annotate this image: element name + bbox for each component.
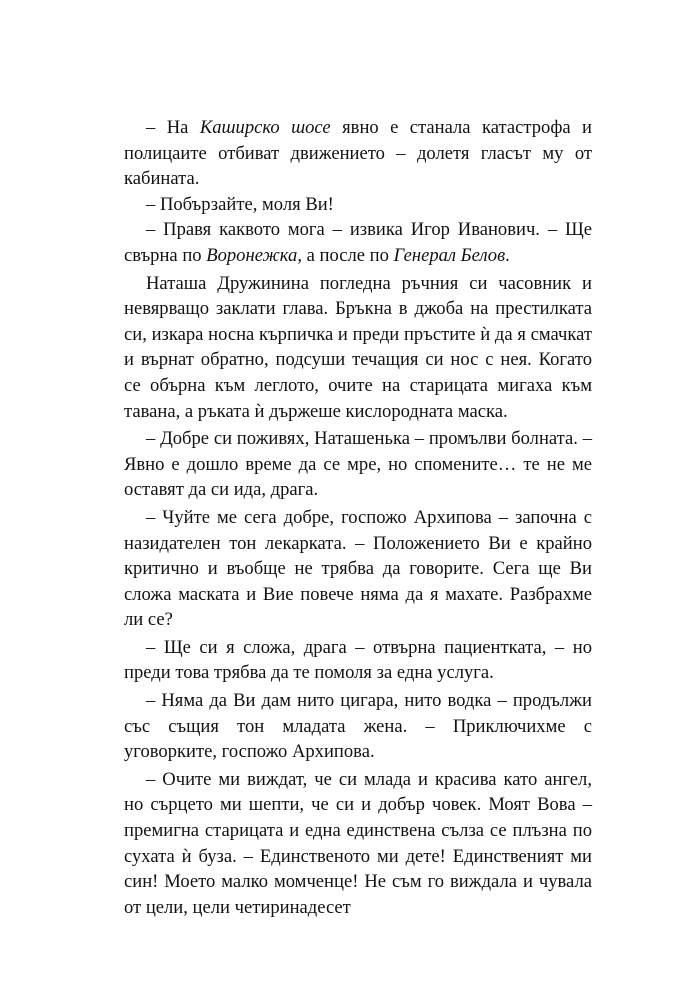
- paragraph-4: [124, 271, 592, 425]
- italic-place-name: Каширско шосе: [199, 117, 331, 138]
- italic-place-name: Воронежка: [206, 244, 298, 266]
- text-run: – Добре си поживях, Наташенька – промълви болната. – Явно е дошло време да се мре, но спомените… те не ме оставят да си ида, драга.: [124, 428, 592, 501]
- text-run: – Побързайте, моля Ви!: [146, 193, 334, 215]
- paragraph-2: [124, 192, 592, 218]
- paragraph-6: [124, 505, 592, 633]
- text-run: – Чуйте ме сега добре, госпожо Архипова – започна с назидателен тон лекарката. – Положението Ви е крайно критично и въобще не трябва да говорите. Сега ще Ви сложа маската и Вие повече няма да я махате. Разбрахме ли се?: [124, 506, 592, 631]
- text-run: Наташа Дружинина погледна ръчния си часовник и невярващо заклати глава. Бръкна в джоба на престилката си, изкара носна кърпичка и преди пръстите ѝ да я смачкат и върнат обратно, подсуши течащия си нос с нея. Когато се обърна към леглото, очите на старицата мигаха към тавана, а ръката ѝ държеше кислородната маска.: [124, 272, 592, 422]
- paragraph-9: [124, 767, 592, 921]
- text-run: .: [505, 244, 510, 266]
- paragraph-8: [124, 688, 592, 765]
- text-run: – Ще си я сложа, драга – отвърна пациентката, – но преди това трябва да те помоля за една услуга.: [124, 636, 592, 684]
- italic-place-name: Генерал Белов: [393, 244, 506, 266]
- paragraph-3: [124, 217, 592, 268]
- text-run: – Очите ми виждат, че си млада и красива като ангел, но сърцето ми шепти, че си и добър човек. Моят Вова – премигна старицата и една единствена сълза се плъзна по сухата ѝ буза. – Единственото ми дете! Единственият ми син! Моето малко момченце! Не съм го виждала и чувала от цели, цели четиринадесет: [124, 768, 592, 918]
- paragraph-5: [124, 426, 592, 503]
- text-run: – Правя каквото мога – извика Игор Иванович. – Ще свърна по: [124, 219, 592, 266]
- text-run: – Няма да Ви дам нито цигара, нито водка – продължи със същия тон младата жена. – Приключихме с уговорките, госпожо Архипова.: [124, 690, 592, 763]
- text-run: – На: [146, 117, 200, 138]
- paragraph-7: [124, 635, 592, 686]
- paragraph-1: [124, 115, 592, 192]
- text-run: , а после по: [297, 244, 394, 266]
- text-run: явно е станала катастрофа и полицаите отбиват движението – долетя гласът му от кабината.: [124, 117, 592, 190]
- book-page: [124, 115, 592, 920]
